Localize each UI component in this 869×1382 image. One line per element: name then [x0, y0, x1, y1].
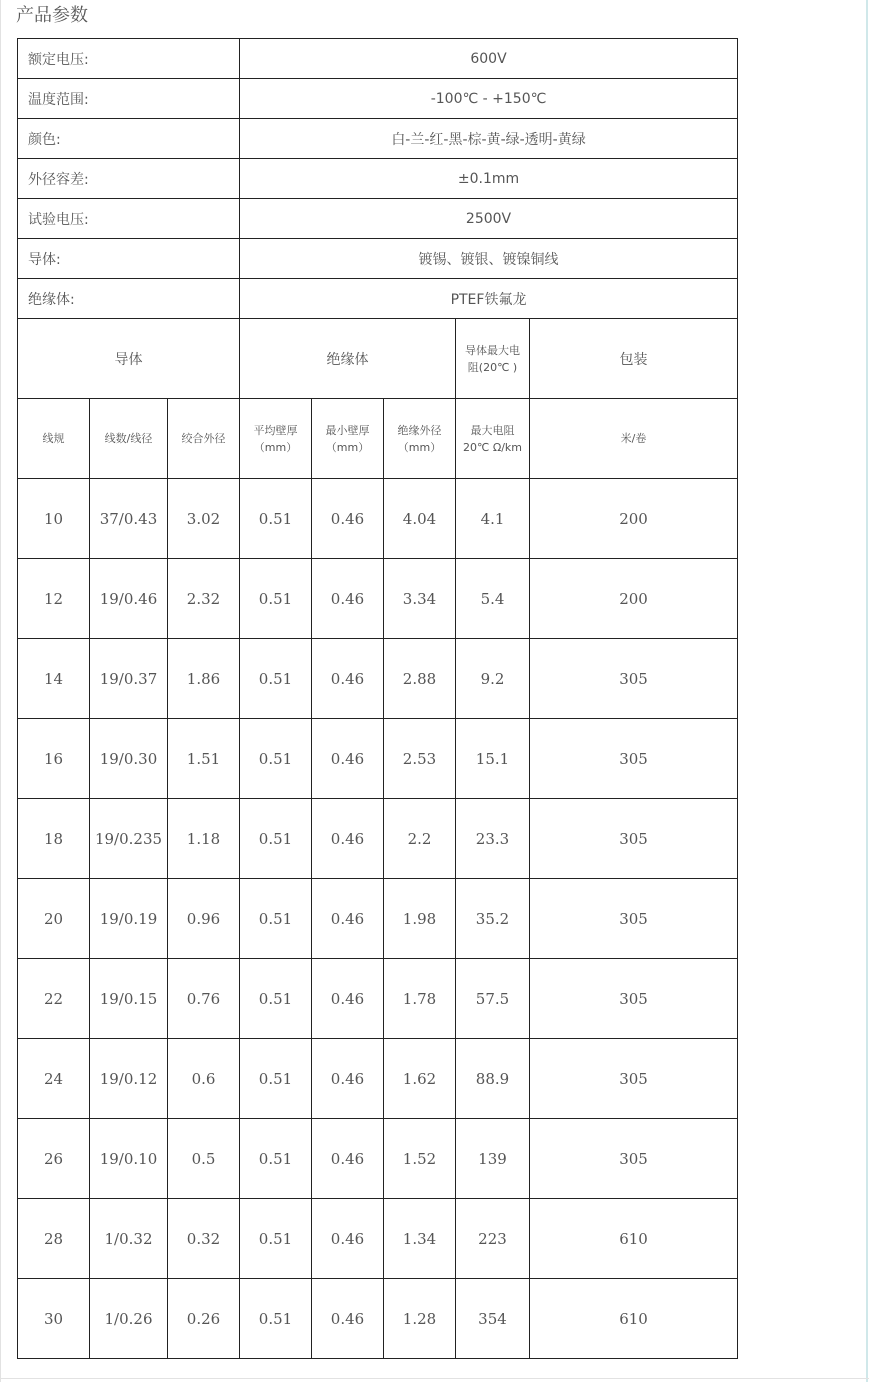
resistance-cell: 35.2	[456, 879, 530, 959]
insul-od-cell: 2.88	[384, 639, 456, 719]
insul-od-cell: 1.98	[384, 879, 456, 959]
avg-wall-header-line1: 平均壁厚	[253, 423, 298, 437]
table-row	[18, 1119, 738, 1199]
insul-od-cell: 2.53	[384, 719, 456, 799]
strands-header: 线数/线径	[90, 399, 168, 479]
gauge-cell: 28	[18, 1199, 90, 1279]
spec-row	[18, 279, 738, 319]
stranded-od-cell: 1.18	[168, 799, 240, 879]
min-wall-cell: 0.46	[312, 1039, 384, 1119]
gauge-cell: 30	[18, 1279, 90, 1359]
resistance-cell: 88.9	[456, 1039, 530, 1119]
table-row	[18, 559, 738, 639]
avg-wall-header-line2: （mm）	[253, 440, 298, 454]
stranded-od-cell: 0.6	[168, 1039, 240, 1119]
pack-cell: 305	[530, 959, 738, 1039]
insulation-group-header: 绝缘体	[240, 319, 456, 399]
avg-wall-cell: 0.51	[240, 799, 312, 879]
stranded-od-header: 绞合外径	[168, 399, 240, 479]
min-wall-cell: 0.46	[312, 1279, 384, 1359]
max-resistance-header-line1: 导体最大电	[465, 343, 520, 357]
max-resistance-group-header	[456, 319, 530, 399]
min-wall-cell: 0.46	[312, 1199, 384, 1279]
resistance-cell: 139	[456, 1119, 530, 1199]
stranded-od-cell: 0.76	[168, 959, 240, 1039]
min-wall-cell: 0.46	[312, 639, 384, 719]
stranded-od-cell: 3.02	[168, 479, 240, 559]
resistance-cell: 15.1	[456, 719, 530, 799]
spec-rows	[18, 39, 738, 319]
insul-od-header-line1: 绝缘外径	[397, 423, 442, 437]
strands-cell: 19/0.235	[90, 799, 168, 879]
stranded-od-cell: 0.32	[168, 1199, 240, 1279]
strands-cell: 1/0.32	[90, 1199, 168, 1279]
min-wall-cell: 0.46	[312, 959, 384, 1039]
gauge-cell: 18	[18, 799, 90, 879]
spec-value: 2500V	[240, 199, 738, 239]
avg-wall-cell: 0.51	[240, 1039, 312, 1119]
avg-wall-cell: 0.51	[240, 559, 312, 639]
resistance-cell: 5.4	[456, 559, 530, 639]
avg-wall-cell: 0.51	[240, 719, 312, 799]
spec-row	[18, 159, 738, 199]
page-title: 产品参数	[16, 5, 88, 26]
gauge-cell: 12	[18, 559, 90, 639]
strands-cell: 19/0.46	[90, 559, 168, 639]
gauge-cell: 14	[18, 639, 90, 719]
pack-cell: 200	[530, 559, 738, 639]
gauge-cell: 24	[18, 1039, 90, 1119]
avg-wall-header	[240, 399, 312, 479]
spec-label: 额定电压:	[18, 39, 240, 79]
table-row	[18, 479, 738, 559]
product-parameters-table	[17, 38, 738, 1359]
min-wall-cell: 0.46	[312, 479, 384, 559]
spec-value: 白-兰-红-黑-棕-黄-绿-透明-黄绿	[240, 119, 738, 159]
table-row	[18, 719, 738, 799]
stranded-od-cell: 0.96	[168, 879, 240, 959]
pack-cell: 305	[530, 639, 738, 719]
table-row	[18, 879, 738, 959]
stranded-od-cell: 2.32	[168, 559, 240, 639]
spec-value: -100℃ - +150℃	[240, 79, 738, 119]
gauge-cell: 26	[18, 1119, 90, 1199]
pack-cell: 305	[530, 799, 738, 879]
strands-cell: 19/0.12	[90, 1039, 168, 1119]
spec-label: 导体:	[18, 239, 240, 279]
table-row	[18, 959, 738, 1039]
max-res-header-line2: 20℃ Ω/km	[462, 440, 523, 454]
stranded-od-cell: 0.5	[168, 1119, 240, 1199]
pack-cell: 610	[530, 1199, 738, 1279]
header-rows	[18, 319, 738, 479]
strands-cell: 19/0.19	[90, 879, 168, 959]
spec-label: 试验电压:	[18, 199, 240, 239]
spec-label: 颜色:	[18, 119, 240, 159]
packaging-group-header: 包装	[530, 319, 738, 399]
spec-row	[18, 119, 738, 159]
avg-wall-cell: 0.51	[240, 639, 312, 719]
min-wall-header	[312, 399, 384, 479]
gauge-cell: 20	[18, 879, 90, 959]
min-wall-cell: 0.46	[312, 879, 384, 959]
resistance-cell: 57.5	[456, 959, 530, 1039]
resistance-cell: 4.1	[456, 479, 530, 559]
spec-value: PTEF铁氟龙	[240, 279, 738, 319]
max-res-header-line1: 最大电阻	[470, 423, 515, 437]
resistance-cell: 354	[456, 1279, 530, 1359]
insul-od-cell: 3.34	[384, 559, 456, 639]
conductor-group-header: 导体	[18, 319, 240, 399]
insul-od-cell: 1.52	[384, 1119, 456, 1199]
resistance-cell: 23.3	[456, 799, 530, 879]
min-wall-cell: 0.46	[312, 559, 384, 639]
insul-od-cell: 2.2	[384, 799, 456, 879]
strands-cell: 19/0.30	[90, 719, 168, 799]
pack-cell: 305	[530, 1119, 738, 1199]
spec-row	[18, 79, 738, 119]
spec-value: ±0.1mm	[240, 159, 738, 199]
avg-wall-cell: 0.51	[240, 879, 312, 959]
pack-cell: 305	[530, 879, 738, 959]
page-left-border	[0, 0, 1, 1382]
strands-cell: 1/0.26	[90, 1279, 168, 1359]
gauge-cell: 22	[18, 959, 90, 1039]
min-wall-cell: 0.46	[312, 799, 384, 879]
pack-unit-header: 米/卷	[530, 399, 738, 479]
stranded-od-cell: 1.51	[168, 719, 240, 799]
max-res-header	[456, 399, 530, 479]
pack-cell: 610	[530, 1279, 738, 1359]
table-row	[18, 1039, 738, 1119]
avg-wall-cell: 0.51	[240, 959, 312, 1039]
page-right-border	[866, 0, 868, 1382]
gauge-cell: 10	[18, 479, 90, 559]
min-wall-header-line1: 最小壁厚	[325, 423, 370, 437]
spec-label: 绝缘体:	[18, 279, 240, 319]
avg-wall-cell: 0.51	[240, 1119, 312, 1199]
gauge-header: 线规	[18, 399, 90, 479]
spec-label: 温度范围:	[18, 79, 240, 119]
data-rows	[18, 479, 738, 1359]
sub-header-row	[18, 399, 738, 479]
spec-row	[18, 239, 738, 279]
min-wall-header-line2: （mm）	[325, 440, 370, 454]
max-resistance-header-line2: 阻(20℃ )	[467, 360, 518, 374]
insul-od-header-line2: （mm）	[397, 440, 442, 454]
insul-od-cell: 1.78	[384, 959, 456, 1039]
strands-cell: 37/0.43	[90, 479, 168, 559]
strands-cell: 19/0.37	[90, 639, 168, 719]
insul-od-cell: 4.04	[384, 479, 456, 559]
gauge-cell: 16	[18, 719, 90, 799]
strands-cell: 19/0.10	[90, 1119, 168, 1199]
pack-cell: 200	[530, 479, 738, 559]
resistance-cell: 9.2	[456, 639, 530, 719]
pack-cell: 305	[530, 1039, 738, 1119]
pack-cell: 305	[530, 719, 738, 799]
insul-od-cell: 1.62	[384, 1039, 456, 1119]
page-bottom-border	[0, 1378, 869, 1379]
min-wall-cell: 0.46	[312, 1119, 384, 1199]
spec-value: 镀锡、镀银、镀镍铜线	[240, 239, 738, 279]
avg-wall-cell: 0.51	[240, 479, 312, 559]
min-wall-cell: 0.46	[312, 719, 384, 799]
stranded-od-cell: 1.86	[168, 639, 240, 719]
spec-label: 外径容差:	[18, 159, 240, 199]
table-row	[18, 1199, 738, 1279]
spec-row	[18, 39, 738, 79]
resistance-cell: 223	[456, 1199, 530, 1279]
avg-wall-cell: 0.51	[240, 1199, 312, 1279]
insul-od-cell: 1.34	[384, 1199, 456, 1279]
avg-wall-cell: 0.51	[240, 1279, 312, 1359]
table-row	[18, 799, 738, 879]
spec-row	[18, 199, 738, 239]
table-row	[18, 639, 738, 719]
insul-od-cell: 1.28	[384, 1279, 456, 1359]
table-row	[18, 1279, 738, 1359]
stranded-od-cell: 0.26	[168, 1279, 240, 1359]
strands-cell: 19/0.15	[90, 959, 168, 1039]
insul-od-header	[384, 399, 456, 479]
group-header-row	[18, 319, 738, 399]
spec-value: 600V	[240, 39, 738, 79]
